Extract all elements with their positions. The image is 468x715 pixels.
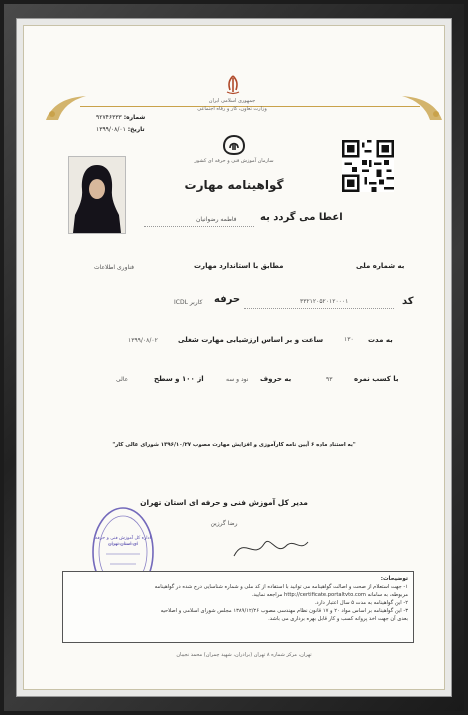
ornament-right-icon bbox=[400, 92, 444, 122]
code-label: کد bbox=[402, 296, 414, 307]
trade-label: حرفه bbox=[214, 294, 241, 305]
name-underline bbox=[144, 226, 254, 227]
legal-note: "به استناد ماده ۶ آیین نامه کارآموزی و افزایش مهارت مصوب ۱۳۹۶/۱۰/۲۷ شورای عالی کار" bbox=[112, 442, 356, 448]
notes-heading: توضیحات: bbox=[380, 576, 408, 582]
number-label: شماره: bbox=[123, 114, 146, 121]
person-photo-icon bbox=[69, 157, 125, 233]
out-of-text: از ۱۰۰ و سطح bbox=[154, 375, 204, 383]
signature-icon bbox=[224, 526, 314, 566]
holder-name: فاطمه رضوانیان bbox=[196, 216, 237, 223]
code-underline bbox=[244, 308, 394, 309]
number-value: ۹۲۷۴۶۳۳۳ bbox=[96, 114, 122, 121]
certificate-number bbox=[96, 114, 145, 121]
footer-address: تهران، مرکز شماره ۸ تهران (برادران، شهید چمران) محمد نجیبان bbox=[176, 652, 312, 658]
picture-frame bbox=[4, 4, 464, 711]
holder-photo bbox=[68, 156, 126, 234]
frame-mat bbox=[16, 18, 452, 697]
ornament-left-icon bbox=[44, 92, 88, 122]
national-id-label: به شماره ملی bbox=[356, 262, 405, 270]
signatory-name: رضا گرزین bbox=[210, 520, 238, 527]
standard-label: مطابق با استاندارد مهارت bbox=[194, 262, 284, 270]
score-words-value: نود و سه bbox=[226, 376, 249, 383]
awarded-label: اعطا می گردد به bbox=[260, 212, 343, 223]
certificate-date bbox=[96, 126, 145, 133]
date-value: ۱۳۹۹/۰۸/۰۱ bbox=[96, 126, 126, 133]
notes-box bbox=[62, 571, 414, 643]
level-value: عالی bbox=[116, 376, 129, 383]
trade-value: کاربر ICDL bbox=[174, 299, 203, 306]
duration-value: ۱۳۰ bbox=[344, 336, 354, 343]
certificate-title: گواهینامه مهارت bbox=[184, 178, 284, 192]
notes-line: ۲- این گواهینامه به مدت ۵ سال اعتبار دارد. bbox=[314, 600, 408, 606]
ministry-line1: جمهوری اسلامی ایران bbox=[208, 98, 256, 104]
score-label: با کسب نمره bbox=[354, 375, 399, 383]
org-name: سازمان آموزش فنی و حرفه ای کشور bbox=[194, 158, 274, 164]
hours-text: ساعت و بر اساس ارزشیابی مهارت شغلی bbox=[178, 336, 324, 344]
qr-code-icon bbox=[342, 140, 394, 192]
tvto-logo-icon bbox=[222, 134, 246, 156]
notes-line: مربوطه، به سامانه http://certificate.portaltvto.com مراجعه نمایید. bbox=[251, 592, 408, 598]
standard-value: فناوری اطلاعات bbox=[94, 264, 134, 271]
stamp-text: اداره کل آموزش فنی و حرفه ای استان تهران bbox=[95, 536, 151, 547]
ministry-line2: وزارت تعاون، کار و رفاه اجتماعی bbox=[197, 106, 267, 112]
score-value: ۹۳ bbox=[326, 376, 333, 383]
code-value: ۳۳۲۱۲۰۵۲۰۱۲۰۰۰۱ bbox=[300, 298, 349, 305]
notes-line: ۱- جهت استعلام از صحت و اصالت گواهینامه می توانید با استفاده از کد ملی و شماره شناسایی درج شده در گواهینامه bbox=[154, 584, 408, 590]
notes-line: ۳- این گواهینامه بر اساس مواد ۲۰ و ۱۷ قانون نظام مهندسی مصوب ۱۳۸۹/۱۲/۲۶ مجلس شورای اسلامی و اصلاحیه bbox=[160, 608, 408, 614]
iran-emblem-icon bbox=[222, 74, 244, 96]
score-words-label: به حروف bbox=[260, 375, 292, 383]
duration-label: به مدت bbox=[368, 336, 393, 344]
signatory-title: مدیر کل آموزش فنی و حرفه ای استان تهران bbox=[140, 498, 308, 507]
evaluation-date: ۱۳۹۹/۰۸/۰۲ bbox=[128, 337, 158, 344]
certificate-paper bbox=[23, 25, 445, 690]
notes-line: بعدی آن جهت اخذ پروانه کسب و کار قابل بهره برداری می باشد. bbox=[268, 616, 408, 622]
date-label: تاریخ: bbox=[127, 126, 145, 133]
